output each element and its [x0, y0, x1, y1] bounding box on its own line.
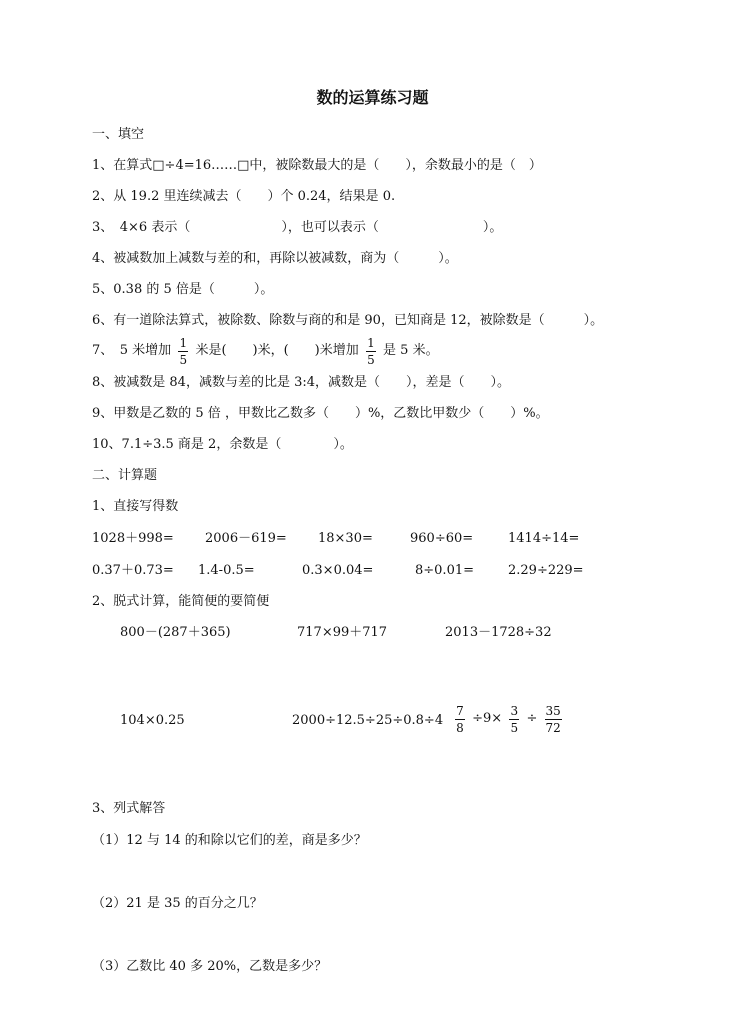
- word-problem-3: （3）乙数比 40 多 20%，乙数是多少？: [92, 959, 328, 974]
- question-7: [92, 331, 439, 372]
- stepwise-item: 2000÷12.5÷25÷0.8÷4: [292, 713, 444, 728]
- subsection-heading-word-problems: 3、列式解答: [92, 801, 166, 816]
- question-2: 2、从 19.2 里连续减去（ ）个 0.24，结果是 0.: [92, 189, 396, 204]
- stepwise-item: 104×0.25: [120, 713, 185, 728]
- question-5: 5、0.38 的 5 倍是（ ）。: [92, 282, 274, 297]
- question-4: 4、被减数加上减数与差的和，再除以被减数，商为（ ）。: [92, 251, 458, 266]
- direct-calc-item: 2.29÷229=: [508, 563, 584, 578]
- direct-calc-item: 2006－619=: [205, 531, 287, 546]
- section-heading-calculation: 二、计算题: [92, 468, 158, 483]
- question-7-part2: 米是( )米，( )米增加: [195, 343, 359, 358]
- direct-calc-item: 960÷60=: [410, 531, 474, 546]
- fraction-seven-eighths: [455, 704, 465, 735]
- fraction-bar: [509, 719, 519, 720]
- fraction-thirty-five-seventy-seconds: [545, 704, 562, 735]
- fraction-bar: [455, 719, 465, 720]
- direct-calc-item: 1.4-0.5=: [198, 563, 255, 578]
- fraction-bar: [178, 351, 188, 352]
- direct-calc-item: 8÷0.01=: [415, 563, 475, 578]
- question-1: 1、在算式□÷4=16……□中，被除数最大的是（ ），余数最小的是（ ）: [92, 158, 542, 173]
- fraction-denominator: 5: [510, 720, 519, 735]
- fraction-three-fifths: [509, 704, 519, 735]
- fraction-numerator: 35: [545, 703, 561, 718]
- question-8: 8、被减数是 84，减数与差的比是 3:4，减数是（ ），差是（ ）。: [92, 375, 510, 390]
- operator-text: ÷9×: [472, 711, 503, 726]
- word-problem-1: （1）12 与 14 的和除以它们的差，商是多少？: [92, 833, 367, 848]
- fraction-bar: [545, 719, 562, 720]
- question-3: 3、 4×6 表示（ ），也可以表示（ ）。: [92, 220, 503, 235]
- word-problem-2: （2）21 是 35 的百分之几？: [92, 896, 263, 911]
- fraction-denominator: 8: [456, 720, 464, 735]
- stepwise-item: 800－(287＋365): [120, 625, 231, 640]
- fraction-numerator: 1: [179, 335, 188, 350]
- fraction-numerator: 1: [367, 335, 375, 350]
- stepwise-fraction-expression: [452, 699, 565, 740]
- fraction-numerator: 3: [510, 703, 519, 718]
- fraction-one-fifth: [178, 336, 188, 367]
- fraction-denominator: 72: [545, 720, 561, 735]
- fraction-denominator: 5: [367, 352, 375, 367]
- fraction-denominator: 5: [179, 352, 188, 367]
- subsection-heading-direct: 1、直接写得数: [92, 499, 179, 514]
- direct-calc-item: 0.3×0.04=: [302, 563, 374, 578]
- direct-calc-item: 1028＋998=: [92, 531, 174, 546]
- direct-calc-item: 1414÷14=: [508, 531, 580, 546]
- operator-text: ÷: [526, 711, 538, 726]
- question-7-part3: 是 5 米。: [383, 343, 439, 358]
- fraction-numerator: 7: [456, 703, 464, 718]
- question-9: 9、甲数是乙数的 5 倍 ，甲数比乙数多（ ）%，乙数比甲数少（ ）%。: [92, 406, 549, 421]
- fraction-bar: [366, 351, 376, 352]
- section-heading-fill-blank: 一、填空: [92, 127, 145, 142]
- fraction-one-fifth: [366, 336, 376, 367]
- question-7-part1: 7、 5 米增加: [92, 343, 172, 358]
- direct-calc-item: 18×30=: [318, 531, 373, 546]
- question-10: 10、7.1÷3.5 商是 2，余数是（ ）。: [92, 437, 353, 452]
- stepwise-item: 2013－1728÷32: [445, 625, 552, 640]
- direct-calc-item: 0.37＋0.73=: [92, 563, 174, 578]
- subsection-heading-stepwise: 2、脱式计算，能简便的要简便: [92, 594, 270, 609]
- page-title: 数的运算练习题: [316, 88, 429, 107]
- stepwise-item: 717×99＋717: [297, 625, 388, 640]
- question-6: 6、有一道除法算式，被除数、除数与商的和是 90，已知商是 12，被除数是（ ）。: [92, 313, 604, 328]
